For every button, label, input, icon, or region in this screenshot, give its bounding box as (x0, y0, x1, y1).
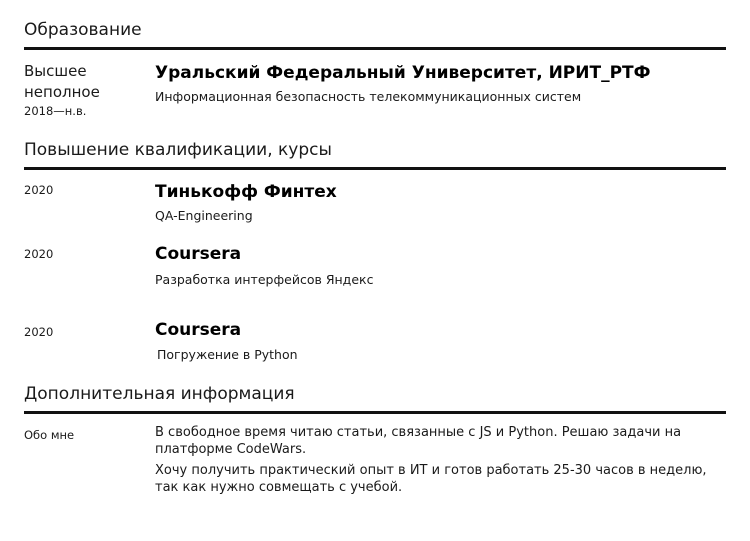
course-name: Разработка интерфейсов Яндекс (155, 272, 374, 287)
section-divider (24, 167, 726, 170)
about-paragraph: Хочу получить практический опыт в ИТ и готов работать 25-30 часов в неделю, так как нужно совмещать с учебой. (155, 463, 707, 495)
course-year: 2020 (24, 183, 54, 197)
education-specialty: Информационная безопасность телекоммуникационных систем (155, 89, 582, 104)
courses-section-title: Повышение квалификации, курсы (24, 140, 332, 160)
course-organization: Тинькофф Финтех (155, 182, 337, 202)
section-divider (24, 411, 726, 414)
about-label: Обо мне (24, 428, 75, 442)
additional-section-title: Дополнительная информация (24, 384, 295, 404)
section-divider (24, 47, 726, 50)
education-level-line2: неполное (24, 83, 100, 101)
education-section-title: Образование (24, 20, 142, 40)
course-name: Погружение в Python (157, 347, 298, 362)
education-institution: Уральский Федеральный Университет, ИРИТ_РТФ (155, 63, 651, 83)
education-level-line1: Высшее (24, 62, 87, 80)
course-year: 2020 (24, 247, 54, 261)
education-period: 2018—н.в. (24, 104, 87, 118)
course-organization: Coursera (155, 244, 242, 264)
about-paragraph: В свободное время читаю статьи, связанные с JS и Python. Решаю задачи на платформе CodeWars. (155, 425, 682, 457)
course-organization: Coursera (155, 320, 242, 340)
course-year: 2020 (24, 325, 54, 339)
course-name: QA-Engineering (155, 208, 253, 223)
